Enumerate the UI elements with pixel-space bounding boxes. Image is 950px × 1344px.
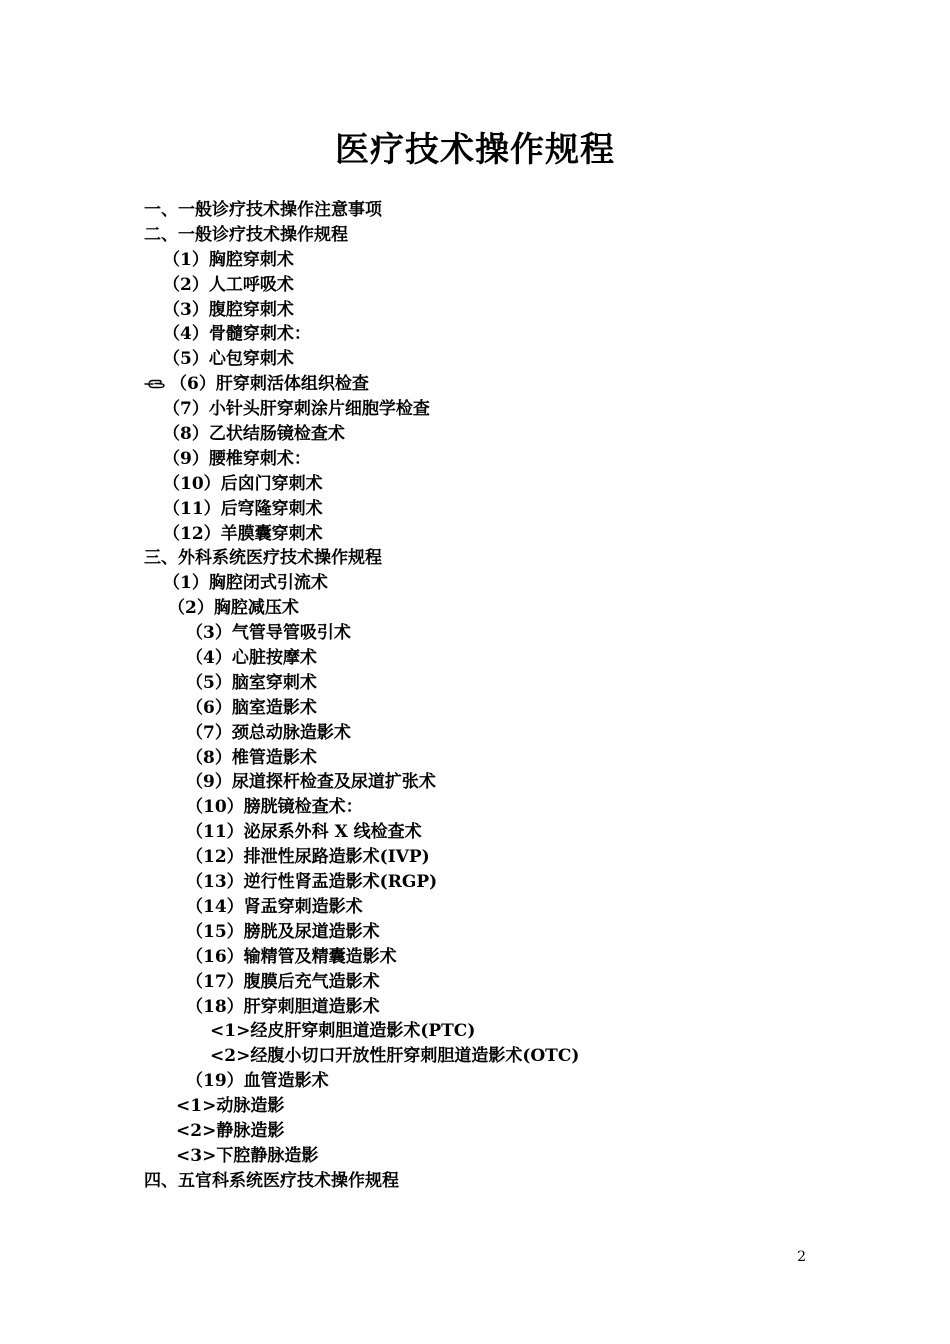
toc-item xyxy=(0,447,950,472)
toc-item xyxy=(0,372,950,397)
toc-item-label: 二、一般诊疗技术操作规程 xyxy=(144,224,348,245)
toc-item xyxy=(0,273,950,298)
toc-item-label: <1>经皮肝穿刺胆道造影术(PTC) xyxy=(210,1021,476,1042)
toc-item-label: （10）膀胱镜检查术： xyxy=(186,797,363,818)
toc-item-label: （7）颈总动脉造影术 xyxy=(186,722,351,743)
toc-item-label: （11）后穹隆穿刺术 xyxy=(163,498,323,519)
toc-item xyxy=(0,945,950,970)
toc-item-label: （4）骨髓穿刺术： xyxy=(163,324,311,345)
toc-item xyxy=(0,571,950,596)
toc-item xyxy=(0,1094,950,1119)
toc-item-label: （13）逆行性肾盂造影术(RGP) xyxy=(186,872,438,893)
toc-item xyxy=(0,995,950,1020)
toc-item-label: （4）心脏按摩术 xyxy=(186,648,317,669)
toc-item xyxy=(0,920,950,945)
toc-item xyxy=(0,546,950,571)
toc-item-label: （12）排泄性尿路造影术(IVP) xyxy=(186,847,430,868)
toc-item-label: （14）肾盂穿刺造影术 xyxy=(186,896,363,917)
toc-item xyxy=(0,770,950,795)
toc-item xyxy=(0,721,950,746)
toc-item-label: （16）输精管及精囊造影术 xyxy=(186,946,397,967)
toc-item xyxy=(0,671,950,696)
toc-item-label: （12）羊膜囊穿刺术 xyxy=(163,523,323,544)
toc-item xyxy=(0,696,950,721)
toc-item xyxy=(0,198,950,223)
toc-item xyxy=(0,870,950,895)
toc-item xyxy=(0,895,950,920)
toc-item xyxy=(0,422,950,447)
toc-item-label: （3）气管导管吸引术 xyxy=(186,623,351,644)
toc-item-label: （11）泌尿系外科 X 线检查术 xyxy=(186,822,422,843)
toc-item-label: 三、外科系统医疗技术操作规程 xyxy=(144,548,382,569)
hand-pointing-icon xyxy=(144,377,166,391)
toc-item-label: <2>经腹小切口开放性肝穿刺胆道造影术(OTC) xyxy=(210,1046,580,1067)
toc-item-label: （5）心包穿刺术 xyxy=(163,349,294,370)
toc-item xyxy=(0,248,950,273)
toc-item-label: （6）肝穿刺活体组织检查 xyxy=(170,374,369,395)
toc-item xyxy=(0,472,950,497)
toc-item xyxy=(0,397,950,422)
toc-item xyxy=(0,1144,950,1169)
toc-item-label: （7）小针头肝穿刺涂片细胞学检查 xyxy=(163,399,430,420)
toc-item xyxy=(0,1119,950,1144)
toc-item xyxy=(0,1069,950,1094)
toc-item xyxy=(0,970,950,995)
toc-item-label: （18）肝穿刺胆道造影术 xyxy=(186,996,380,1017)
toc-item-label: （9）腰椎穿刺术： xyxy=(163,448,311,469)
toc-item-label: 四、五官科系统医疗技术操作规程 xyxy=(144,1170,399,1191)
page-number: 2 xyxy=(797,1249,806,1265)
toc-item-label: 一、一般诊疗技术操作注意事项 xyxy=(144,200,382,220)
toc-item-label: （2）人工呼吸术 xyxy=(163,274,294,295)
toc-item xyxy=(0,646,950,671)
toc-item-label: （2）胸腔减压术 xyxy=(168,598,299,619)
toc-item xyxy=(0,845,950,870)
toc-item xyxy=(0,223,950,248)
toc-item xyxy=(0,497,950,522)
toc-item-label: （19）血管造影术 xyxy=(186,1071,329,1092)
toc-item-label: （1）胸腔闭式引流术 xyxy=(163,573,328,594)
toc-item-label: （1）胸腔穿刺术 xyxy=(163,249,294,270)
toc-item xyxy=(0,1019,950,1044)
toc-item-label: （6）脑室造影术 xyxy=(186,697,317,718)
toc-item-label: （3）腹腔穿刺术 xyxy=(163,299,294,320)
toc-item xyxy=(0,322,950,347)
toc-item-label: <2>静脉造影 xyxy=(176,1120,285,1141)
toc-item xyxy=(0,522,950,547)
toc-item xyxy=(0,621,950,646)
toc-item xyxy=(0,820,950,845)
toc-item-label: （8）乙状结肠镜检查术 xyxy=(163,424,345,445)
toc-item-label: （5）脑室穿刺术 xyxy=(186,672,317,693)
toc-item-label: <3>下腔静脉造影 xyxy=(176,1145,319,1166)
toc-item xyxy=(0,1044,950,1069)
toc-item xyxy=(0,1169,950,1194)
toc-item xyxy=(0,596,950,621)
toc-item-label: （15）膀胱及尿道造影术 xyxy=(186,921,380,942)
table-of-contents xyxy=(0,198,950,1194)
toc-item xyxy=(0,298,950,323)
toc-item-label: （17）腹膜后充气造影术 xyxy=(186,971,380,992)
toc-item-label: （9）尿道探杆检查及尿道扩张术 xyxy=(186,772,436,793)
toc-item-label: <1>动脉造影 xyxy=(176,1096,285,1117)
toc-item xyxy=(0,347,950,372)
toc-item-label: （10）后囟门穿刺术 xyxy=(163,473,323,494)
toc-item xyxy=(0,795,950,820)
toc-item xyxy=(0,746,950,771)
toc-item-label: （8）椎管造影术 xyxy=(186,747,317,768)
document-title: 医疗技术操作规程 xyxy=(335,130,615,170)
